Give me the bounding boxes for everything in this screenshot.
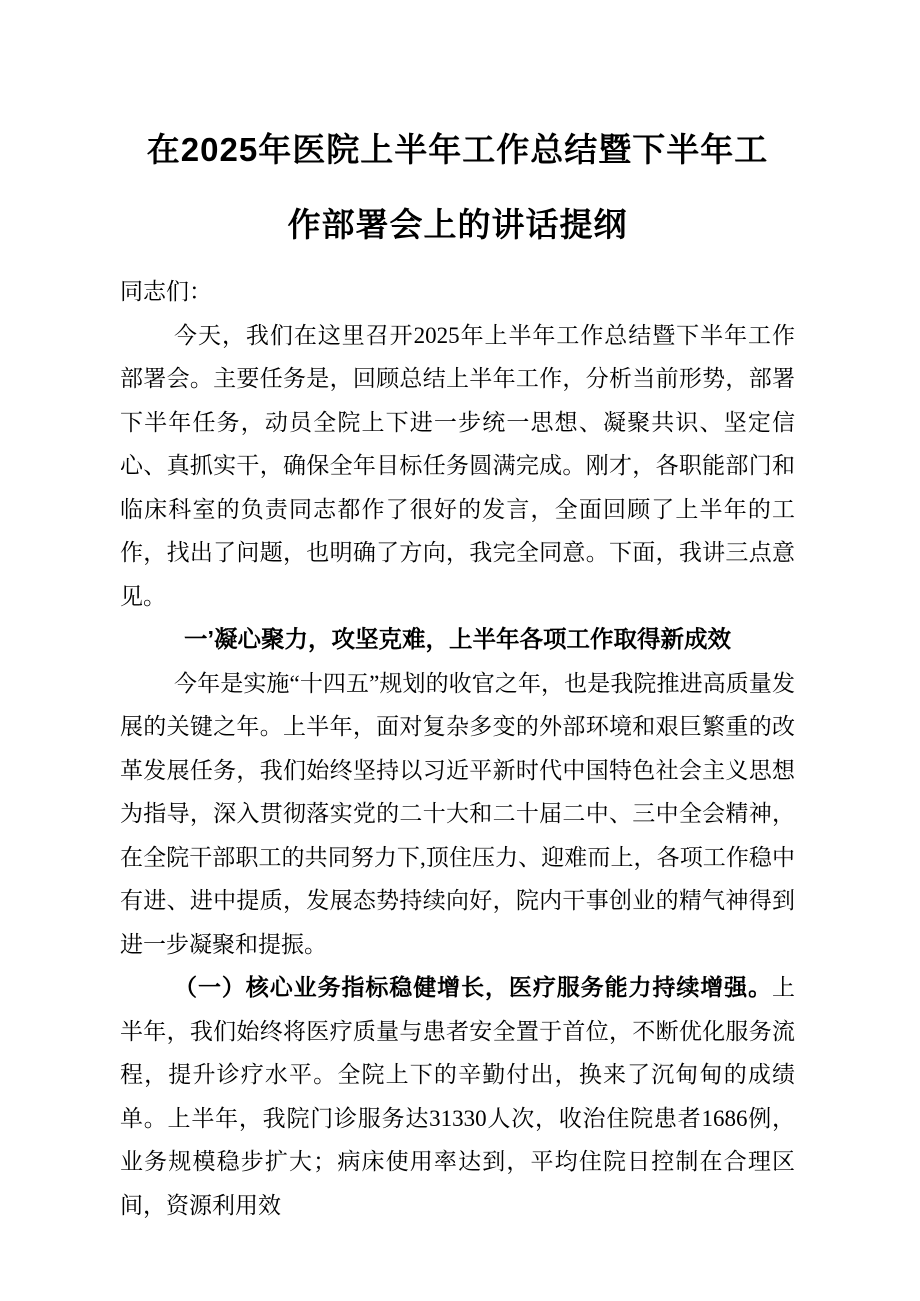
document-title (120, 112, 795, 262)
salutation: 同志们： (120, 279, 212, 304)
subsection-1-text: 上半年，我们始终将医疗质量与患者安全置于首位，不断优化服务流程，提升诊疗水平。全院上下的辛勤付出，换来了沉甸甸的成绩单。上半年，我院门诊服务达31330人次，收治住院患者1686例，业务规模稳步扩大；病床使用率达到，平均住院日控制在合理区间，资源利用效 (120, 975, 795, 1218)
section-heading-1: 一’凝心聚力，攻坚克难，上半年各项工作取得新成效 (183, 626, 732, 652)
paragraph-section-1-overview: 今年是实施“十四五”规划的收官之年，也是我院推进高质量发展的关键之年。上半年，面对复杂多变的外部环境和艰巨繁重的改革发展任务，我们始终坚持以习近平新时代中国特色社会主义思想为指导，深入贯彻落实党的二十大和二十届二中、三中全会精神，在全院干部职工的共同努力下,顶住压力、迎难而上，各项工作稳中有进、进中提质，发展态势持续向好，院内干事创业的精气神得到进一步凝聚和提振。 (120, 670, 795, 957)
paragraph-subsection-1 (120, 966, 795, 1227)
document-title-line-2: 作部署会上的讲话提纲 (287, 206, 628, 243)
document-title-line-1: 在2025年医院上半年工作总结暨下半年工 (146, 131, 769, 168)
subsection-1-lead: （一）核心业务指标稳健增长，医疗服务能力持续增强。 (174, 974, 772, 1000)
paragraph-opening: 今天，我们在这里召开2025年上半年工作总结暨下半年工作部署会。主要任务是，回顾总结上半年工作，分析当前形势，部署下半年任务，动员全院上下进一步统一思想、凝聚共识、坚定信心、真抓实干，确保全年目标任务圆满完成。刚才，各职能部门和临床科室的负责同志都作了很好的发言，全面回顾了上半年的工作，找出了问题，也明确了方向，我完全同意。下面，我讲三点意见。 (120, 322, 795, 609)
